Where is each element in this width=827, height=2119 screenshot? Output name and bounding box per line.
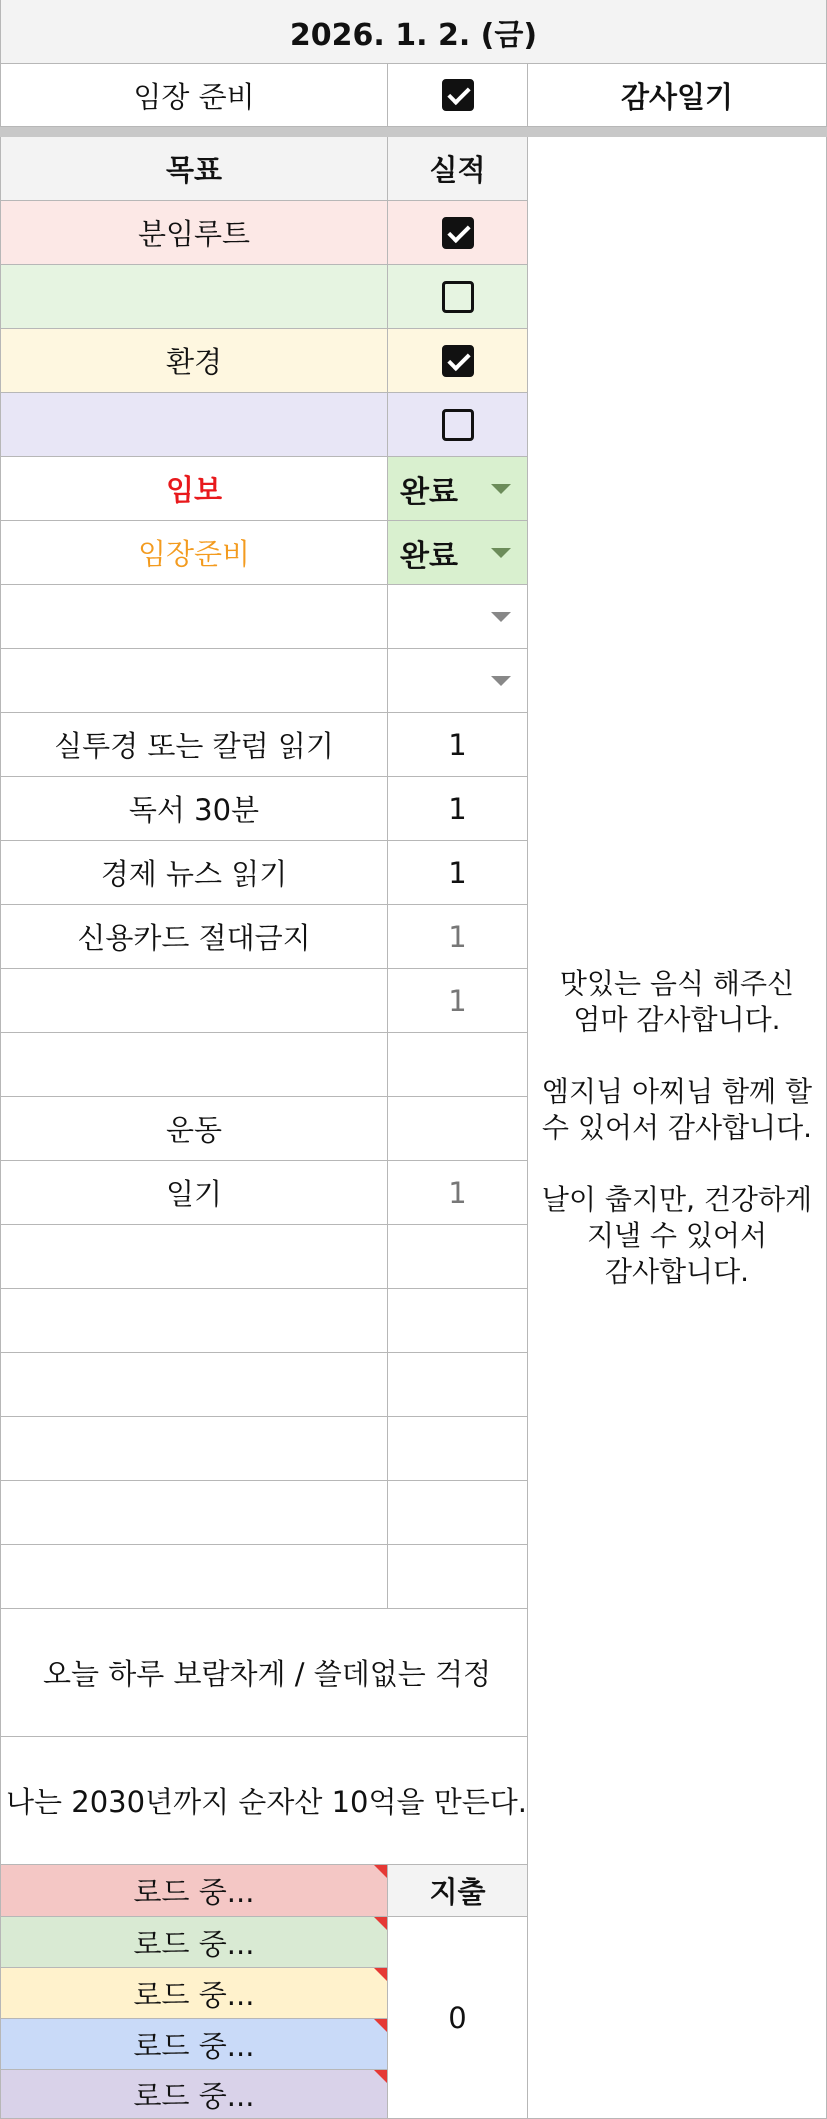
diary-header: 감사일기 xyxy=(528,64,827,127)
goal-cell[interactable]: 일기 xyxy=(0,1161,388,1225)
status-value: 완료 xyxy=(400,538,458,574)
reflection-text: 오늘 하루 보람차게 / 쓸데없는 걱정 xyxy=(43,1657,492,1691)
result-value-cell[interactable] xyxy=(388,1289,528,1353)
expense-header: 지출 xyxy=(388,1865,528,1917)
reflection-cell[interactable] xyxy=(0,1609,492,1737)
result-value-cell[interactable] xyxy=(388,1417,528,1481)
goal-cell[interactable]: 환경 xyxy=(0,329,388,393)
status-dropdown[interactable] xyxy=(388,521,528,585)
loading-text: 로드 중... xyxy=(133,2078,255,2113)
loading-text: 로드 중... xyxy=(133,1977,255,2012)
result-checkbox-cell[interactable] xyxy=(388,265,528,329)
goal-cell[interactable] xyxy=(0,1417,388,1481)
checkbox-checked-icon[interactable] xyxy=(442,345,474,377)
frozen-row-divider xyxy=(0,127,827,137)
goal-cell[interactable]: 임보 xyxy=(0,457,388,521)
date-header: 2026. 1. 2. (금) xyxy=(0,0,827,64)
status-dropdown[interactable] xyxy=(388,457,528,521)
goal-cell[interactable] xyxy=(0,649,388,713)
goal-cell[interactable] xyxy=(0,969,388,1033)
result-checkbox-cell[interactable] xyxy=(388,201,528,265)
loading-text: 로드 중... xyxy=(133,1926,255,1961)
goal-cell[interactable] xyxy=(0,1225,388,1289)
checkbox-checked-icon[interactable] xyxy=(442,217,474,249)
loading-cell[interactable] xyxy=(0,1917,388,1968)
checkbox-unchecked-icon[interactable] xyxy=(442,409,474,441)
goal-cell[interactable] xyxy=(0,585,388,649)
result-value-cell[interactable]: 1 xyxy=(388,777,528,841)
goal-cell[interactable]: 실투경 또는 칼럼 읽기 xyxy=(0,713,388,777)
goal-cell[interactable]: 경제 뉴스 읽기 xyxy=(0,841,388,905)
loading-text: 로드 중... xyxy=(133,1875,255,1909)
loading-cell[interactable] xyxy=(0,1865,388,1917)
result-value-cell[interactable] xyxy=(388,1545,528,1609)
result-value-cell[interactable]: 1 xyxy=(388,841,528,905)
status-dropdown[interactable] xyxy=(388,585,528,649)
result-value-cell[interactable] xyxy=(388,1353,528,1417)
result-header: 실적 xyxy=(388,137,528,201)
goal-cell[interactable]: 분임루트 xyxy=(0,201,388,265)
goal-header: 목표 xyxy=(0,137,388,201)
goal-cell[interactable] xyxy=(0,1289,388,1353)
checkbox-checked-icon[interactable] xyxy=(442,79,474,111)
comment-flag-icon[interactable] xyxy=(374,1917,387,1930)
loading-text: 로드 중... xyxy=(133,2028,255,2063)
result-value-cell[interactable] xyxy=(388,1097,528,1161)
goal-cell[interactable] xyxy=(0,1353,388,1417)
result-value-cell[interactable] xyxy=(388,1481,528,1545)
goal-cell[interactable]: 신용카드 절대금지 xyxy=(0,905,388,969)
status-dropdown[interactable] xyxy=(388,649,528,713)
dropdown-arrow-icon[interactable] xyxy=(491,548,511,558)
prep-label: 임장 준비 xyxy=(0,64,388,127)
goal-statement-text: 나는 2030년까지 순자산 10억을 만든다. xyxy=(6,1785,527,1819)
result-value-cell[interactable] xyxy=(388,1225,528,1289)
result-value-cell[interactable]: 1 xyxy=(388,1161,528,1225)
goal-statement-cell[interactable] xyxy=(0,1737,527,1865)
checkbox-unchecked-icon[interactable] xyxy=(442,281,474,313)
loading-cell[interactable] xyxy=(0,1968,388,2019)
comment-flag-icon[interactable] xyxy=(374,1968,387,1981)
result-value-cell[interactable] xyxy=(388,1033,528,1097)
comment-flag-icon[interactable] xyxy=(374,1865,387,1878)
dropdown-arrow-icon[interactable] xyxy=(491,484,511,494)
gratitude-diary-cell[interactable]: 맛있는 음식 해주신 엄마 감사합니다. 엠지님 아찌님 함께 할 수 있어서 감사합니다. 날이 춥지만, 건강하게 지낼 수 있어서 감사합니다. xyxy=(528,137,827,2119)
result-value-cell[interactable]: 1 xyxy=(388,905,528,969)
comment-flag-icon[interactable] xyxy=(374,2019,387,2032)
goal-cell[interactable]: 임장준비 xyxy=(0,521,388,585)
result-checkbox-cell[interactable] xyxy=(388,329,528,393)
loading-cell[interactable] xyxy=(0,2070,388,2119)
dropdown-arrow-icon[interactable] xyxy=(491,612,511,622)
comment-flag-icon[interactable] xyxy=(374,2070,387,2083)
goal-cell[interactable] xyxy=(0,1033,388,1097)
result-checkbox-cell[interactable] xyxy=(388,393,528,457)
dropdown-arrow-icon[interactable] xyxy=(491,676,511,686)
result-value-cell[interactable]: 1 xyxy=(388,713,528,777)
goal-cell[interactable] xyxy=(0,393,388,457)
prep-checkbox-cell[interactable] xyxy=(388,64,528,127)
goal-cell[interactable] xyxy=(0,265,388,329)
goal-cell[interactable] xyxy=(0,1545,388,1609)
loading-cell[interactable] xyxy=(0,2019,388,2070)
result-value-cell[interactable]: 1 xyxy=(388,969,528,1033)
expense-value-cell[interactable]: 0 xyxy=(388,1917,528,2119)
goal-cell[interactable]: 독서 30분 xyxy=(0,777,388,841)
goal-cell[interactable]: 운동 xyxy=(0,1097,388,1161)
goal-cell[interactable] xyxy=(0,1481,388,1545)
status-value: 완료 xyxy=(400,474,458,510)
